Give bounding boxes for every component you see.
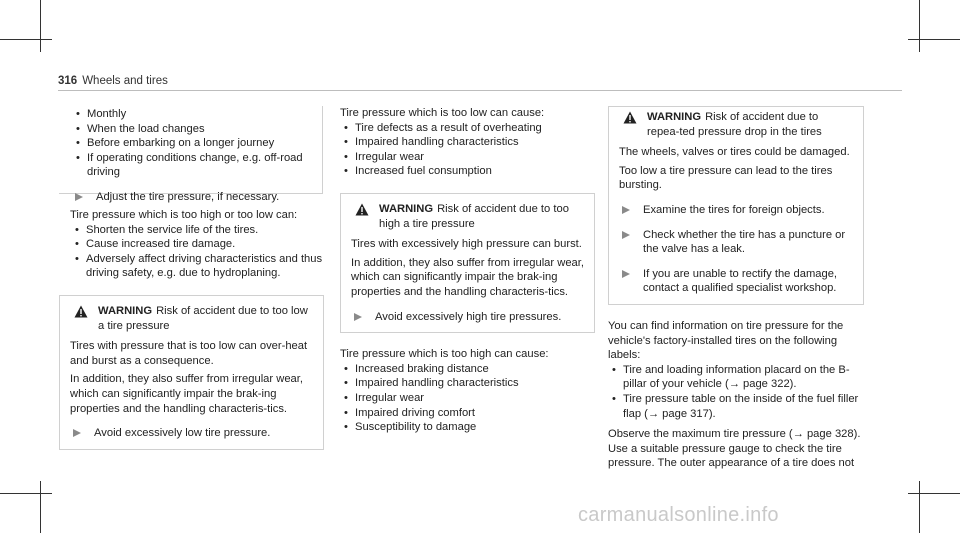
list-item: • Cause increased tire damage.	[71, 237, 324, 252]
list-item: • Tire defects as a result of overheating	[340, 121, 596, 136]
warning-box	[59, 295, 324, 450]
check-bullets	[59, 106, 322, 180]
paragraph: In addition, they also suffer from irregular wear, which can significantly impair the brak-ing properties and the handling characteris-tics.	[70, 373, 303, 415]
header-rule	[58, 90, 902, 91]
paragraph: Tire pressure which is too high or too low can:	[70, 209, 298, 221]
list-item: • Adversely affect driving characteristics and thus driving safety, e.g. due to hydroplaning.	[71, 252, 324, 281]
warning-heading	[70, 304, 313, 333]
list-item: • Impaired handling characteristics	[340, 376, 596, 391]
warning-heading	[619, 110, 853, 139]
list-item: • Tire pressure table on the inside of the fuel filler flap (→ page 317).	[608, 392, 866, 421]
warning-triangle-icon	[355, 203, 369, 216]
paragraph: Tire pressure which is too high can cause:	[340, 348, 549, 361]
crop-mark	[908, 493, 960, 494]
warning-box	[340, 193, 595, 333]
list-item: • Increased fuel consumption	[340, 164, 596, 179]
list-item: • Shorten the service life of the tires.	[71, 223, 324, 238]
column-3	[608, 106, 866, 471]
warning-label: WARNING	[98, 304, 153, 317]
check-schedule-box	[59, 106, 323, 203]
list-item: • Irregular wear	[340, 391, 596, 406]
instruction-step: Avoid excessively high tire pressures.	[351, 310, 584, 325]
warning-title: Risk of accident due to too low a tire pressure	[98, 304, 308, 332]
paragraph: In addition, they also suffer from irregular wear, which can significantly impair the brak-ing properties and the handling characteris-tics.	[351, 256, 584, 298]
paragraph: Tires with pressure that is too low can over-heat and burst as a consequence.	[70, 340, 308, 367]
crop-mark	[919, 0, 920, 52]
list-item: • Impaired handling characteristics	[340, 135, 596, 150]
column-2	[340, 106, 596, 435]
paragraph: Tire pressure which is too low can cause:	[340, 107, 545, 119]
watermark: carmanualsonline.info	[578, 504, 779, 526]
page-number: 316	[58, 75, 78, 87]
instruction-step: Check whether the tire has a puncture or the valve has a leak.	[619, 228, 853, 257]
instruction-step: Adjust the tire pressure, if necessary.	[72, 190, 322, 205]
list-item: • Increased braking distance	[340, 362, 596, 377]
warning-title: Risk of accident due to repea-ted pressure drop in the tires	[647, 111, 822, 138]
instruction-step: Avoid excessively low tire pressure.	[70, 426, 313, 441]
instruction-step: Examine the tires for foreign objects.	[619, 203, 853, 218]
warning-heading	[351, 202, 584, 231]
column-1	[58, 106, 324, 450]
crop-mark	[908, 39, 960, 40]
low-pressure-effects-list	[340, 121, 596, 179]
crop-mark	[0, 39, 52, 40]
warning-triangle-icon	[623, 111, 637, 124]
high-pressure-effects-list	[340, 362, 596, 435]
effects-list	[71, 223, 324, 281]
section-title: Wheels and tires	[82, 75, 168, 87]
paragraph: Too low a tire pressure can lead to the tires bursting.	[619, 164, 833, 192]
list-item: • Tire and loading information placard on the B-pillar of your vehicle (→ page 322).	[608, 363, 866, 392]
crop-mark	[919, 481, 920, 533]
instruction-step: If you are unable to rectify the damage, contact a qualified specialist workshop.	[619, 267, 853, 296]
paragraph: Use a suitable pressure gauge to check the tire pressure. The outer appearance of a tire does not	[608, 442, 855, 470]
warning-triangle-icon	[74, 305, 88, 318]
warning-box	[608, 106, 864, 305]
warning-title: Risk of accident due to too high a tire pressure	[379, 202, 569, 230]
warning-label: WARNING	[647, 111, 702, 123]
list-item: • If operating conditions change, e.g. off-road driving	[72, 151, 314, 180]
paragraph: Tires with excessively high pressure can burst.	[351, 238, 582, 251]
crop-mark	[40, 0, 41, 52]
list-item: • When the load changes	[72, 122, 314, 137]
crop-mark	[0, 493, 52, 494]
list-item: • Monthly	[72, 107, 314, 122]
list-item: • Impaired driving comfort	[340, 406, 596, 421]
paragraph: Observe the maximum tire pressure (→ page 328).	[608, 428, 861, 441]
label-locations-list	[608, 363, 866, 421]
list-item: • Irregular wear	[340, 150, 596, 165]
paragraph: The wheels, valves or tires could be damaged.	[619, 146, 850, 159]
paragraph: You can find information on tire pressure for the vehicle's factory-installed tires on the following labels:	[608, 319, 844, 362]
list-item: • Susceptibility to damage	[340, 420, 596, 435]
list-item: • Before embarking on a longer journey	[72, 136, 314, 151]
warning-label: WARNING	[379, 202, 434, 215]
crop-mark	[40, 481, 41, 533]
page-header	[58, 74, 168, 89]
